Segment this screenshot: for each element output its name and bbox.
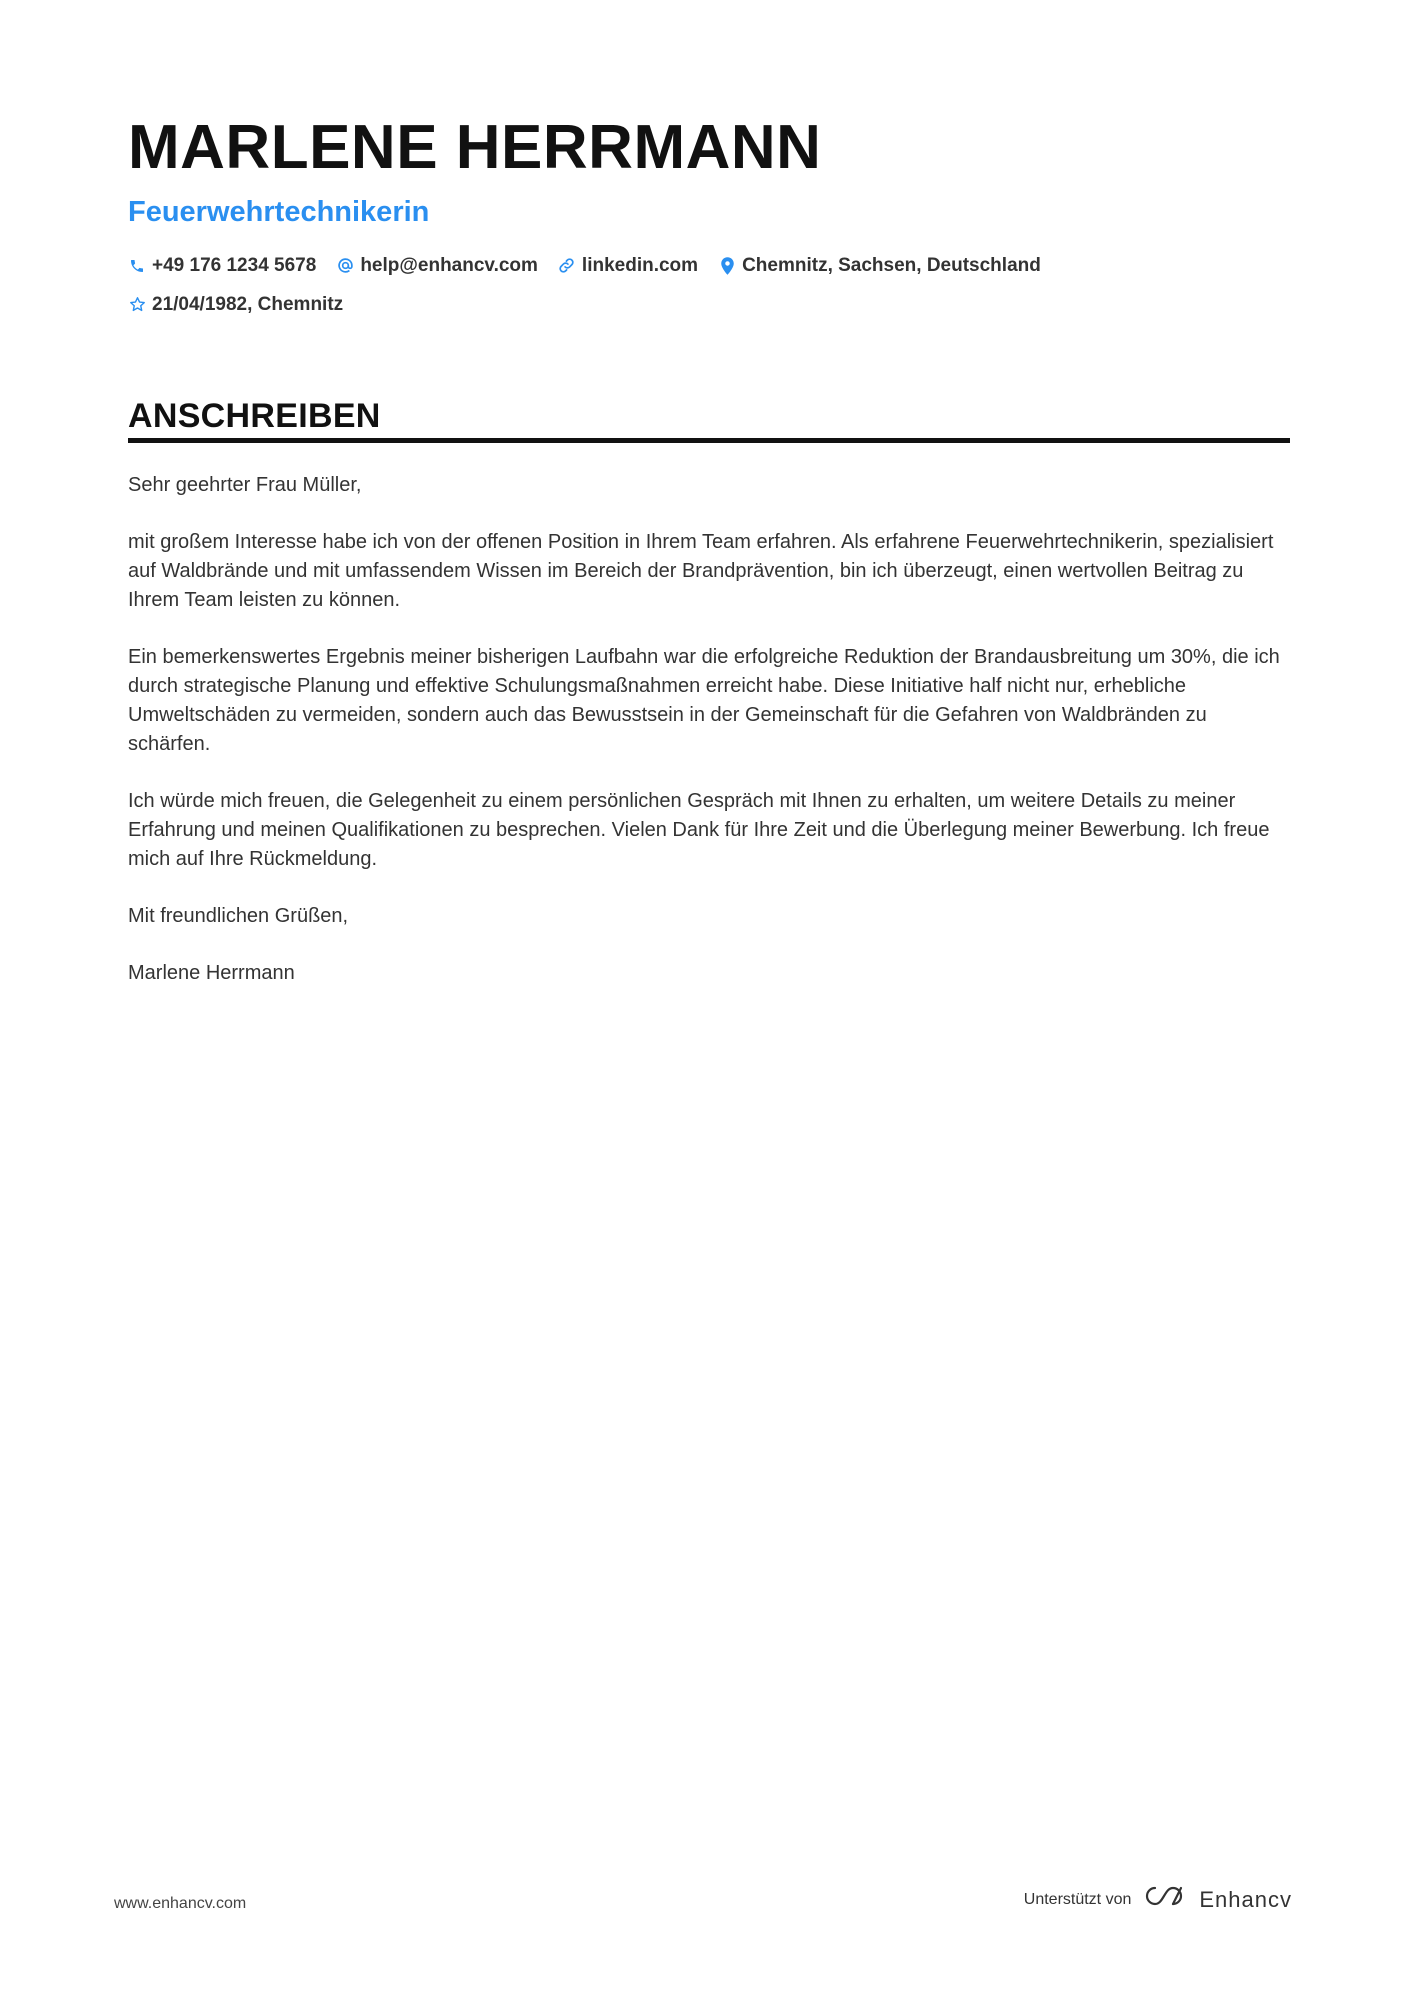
location-pin-icon: [718, 257, 736, 275]
paragraph-closing-request: Ich würde mich freuen, die Gelegenheit zu einem persönlichen Gespräch mit Ihnen zu erhalten, um weitere Details zu meiner Erfahrung und meinen Qualifikationen zu besprechen. Vielen Dank für Ihre Zeit und die Überlegung meiner Bewerbung. Ich freue mich auf Ihre Rückmeldung.: [128, 790, 1270, 870]
salutation: Sehr geehrter Frau Müller,: [128, 474, 362, 496]
enhancv-brand[interactable]: [1143, 1884, 1292, 1915]
footer-website[interactable]: www.enhancv.com: [114, 1895, 247, 1912]
footer-powered-by: [1024, 1884, 1292, 1915]
enhancv-logo-icon: [1143, 1884, 1189, 1915]
signature-name: Marlene Herrmann: [128, 962, 295, 984]
phone-text: +49 176 1234 5678: [152, 255, 317, 276]
powered-by-text: Unterstützt von: [1023, 1890, 1132, 1908]
cover-letter-page: [128, 110, 1290, 1016]
star-icon: [128, 296, 146, 314]
contact-location[interactable]: [718, 252, 1041, 279]
contact-birth: [128, 291, 343, 318]
letter-body: [128, 471, 1290, 988]
applicant-name: MARLENE HERRMANN: [128, 113, 822, 182]
phone-icon: [128, 257, 146, 275]
contact-phone[interactable]: [128, 252, 316, 279]
closing-phrase: Mit freundlichen Grüßen,: [128, 905, 349, 927]
at-icon: [336, 257, 354, 275]
paragraph-achievement: Ein bemerkenswertes Ergebnis meiner bisherigen Laufbahn war die erfolgreiche Reduktion der Brandausbreitung um 30%, die ich durch strategische Planung und effektive Schulungsmaßnahmen erreicht habe. Diese Initiative half nicht nur, erhebliche Umweltschäden zu vermeiden, sondern auch das Bewusstsein in der Gemeinschaft für die Gefahren von Waldbränden zu schärfen.: [128, 646, 1280, 755]
job-title: Feuerwehrtechnikerin: [128, 196, 430, 228]
linkedin-text: linkedin.com: [581, 255, 699, 276]
birth-text: 21/04/1982, Chemnitz: [152, 294, 344, 315]
contact-email[interactable]: [336, 252, 538, 279]
email-text: help@enhancv.com: [360, 255, 538, 276]
location-text: Chemnitz, Sachsen, Deutschland: [742, 255, 1041, 276]
link-icon: [558, 257, 576, 275]
brand-name: Enhancv: [1199, 1886, 1292, 1912]
paragraph-intro: mit großem Interesse habe ich von der offenen Position in Ihrem Team erfahren. Als erfahrene Feuerwehrtechnikerin, spezialisiert auf Waldbrände und mit umfassendem Wissen im Bereich der Brandprävention, bin ich überzeugt, einen wertvollen Beitrag zu Ihrem Team leisten zu können.: [128, 531, 1274, 611]
section-title: ANSCHREIBEN: [128, 396, 1290, 443]
contact-bar: [128, 252, 1128, 318]
contact-linkedin[interactable]: [558, 252, 698, 279]
